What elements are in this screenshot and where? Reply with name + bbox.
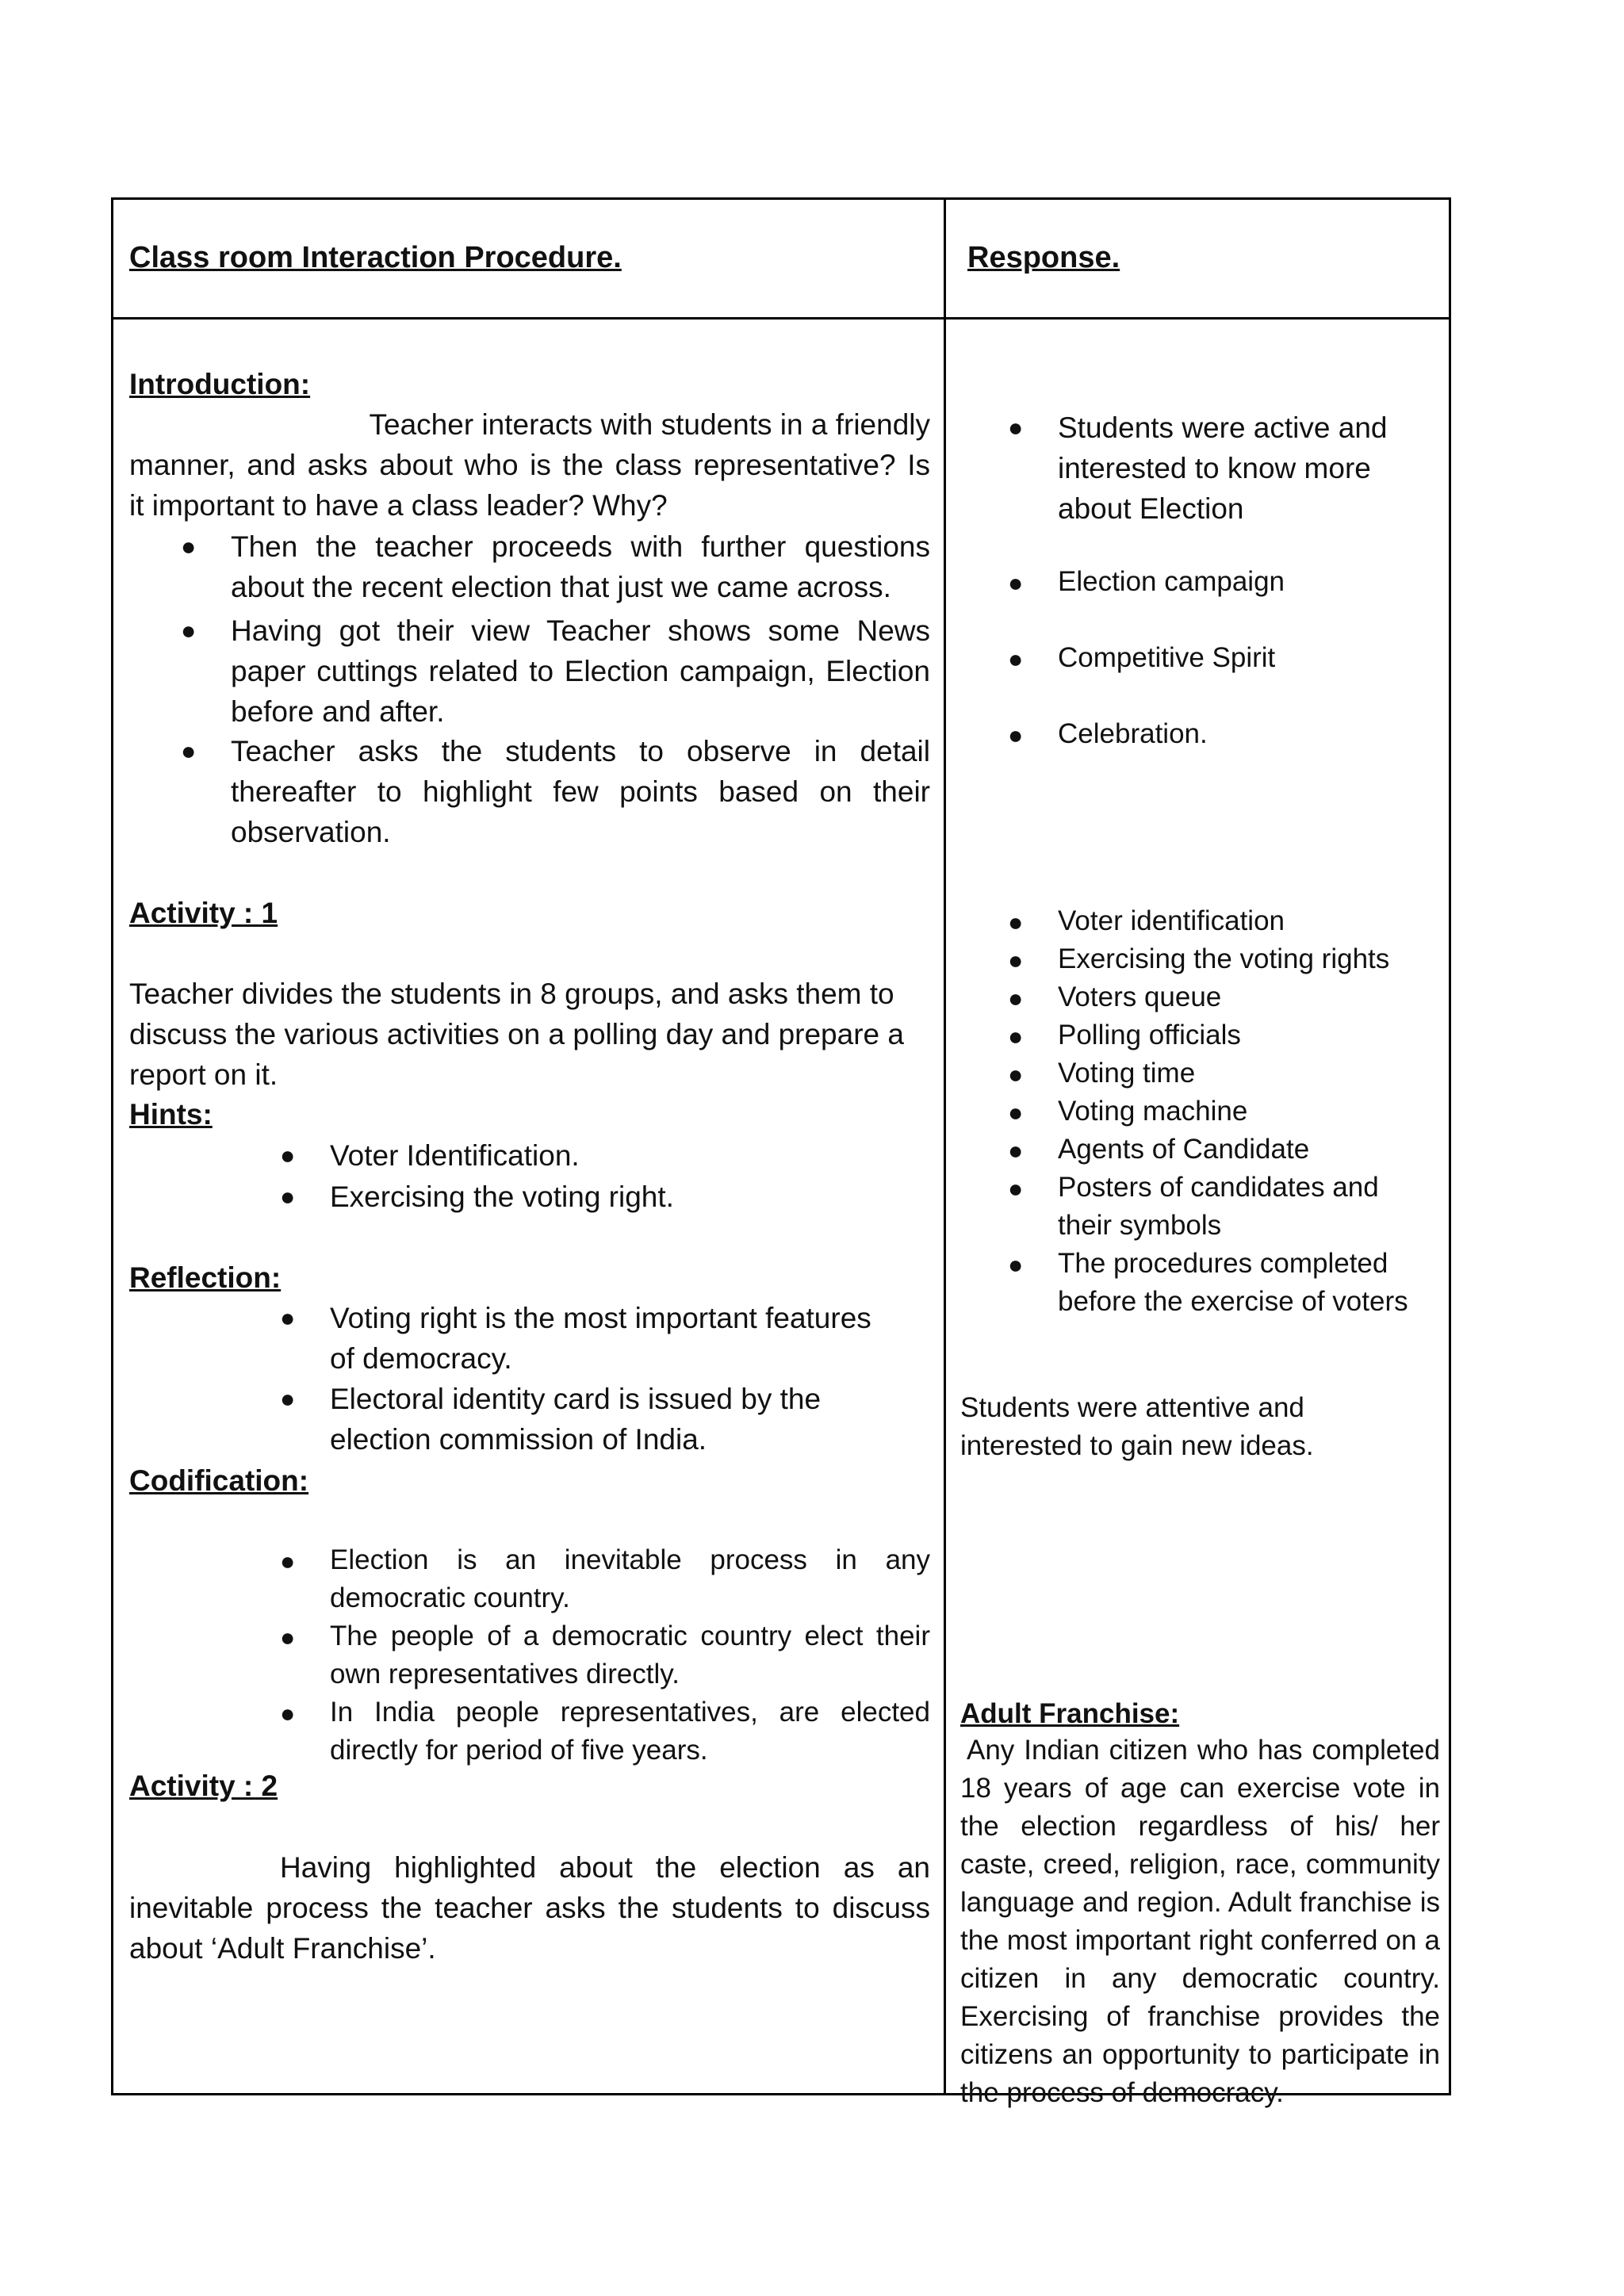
codification-item: [280, 1693, 930, 1770]
activity-response-text: Polling officials: [1058, 1020, 1241, 1050]
bullet-icon: ●: [1008, 1174, 1024, 1203]
hint-item: [280, 1177, 930, 1217]
right-column-header: Response.: [967, 241, 1120, 274]
codification-heading: Codification:: [129, 1464, 309, 1497]
activity-2-text: Having highlighted about the election as an inevitable process the teacher asks the students to discuss about ‘Adult Franchise’.: [129, 1851, 930, 1965]
bullet-icon: ●: [280, 1384, 296, 1413]
activity-response-text: Exercising the voting rights: [1058, 943, 1390, 974]
reflection-item: [280, 1298, 930, 1379]
activity-response-text: Voting machine: [1058, 1096, 1248, 1127]
bullet-icon: ●: [181, 737, 197, 765]
bullet-icon: ●: [181, 616, 197, 645]
column-divider: [944, 200, 946, 2093]
bullet-icon: ●: [280, 1182, 296, 1211]
reflection-heading: Reflection:: [129, 1261, 282, 1294]
activity-response-item: [1008, 1131, 1436, 1169]
activity-response-item: [1008, 902, 1436, 940]
activity-2-heading: Activity : 2: [129, 1770, 278, 1802]
intro-bullet-text: Teacher asks the students to observe in detail thereafter to highlight few points based on their observation.: [231, 735, 930, 848]
bullet-icon: ●: [1008, 1022, 1024, 1050]
lesson-table: [111, 197, 1451, 2108]
response-bullet-text: Election campaign: [1058, 566, 1285, 597]
activity-response-item: [1008, 1245, 1436, 1321]
bullet-icon: ●: [1008, 721, 1024, 749]
left-column-header: Class room Interaction Procedure.: [129, 241, 622, 274]
reflection-response: Students were attentive and interested to gain new ideas.: [960, 1392, 1314, 1461]
activity-response-text: Voting time: [1058, 1058, 1196, 1089]
bullet-icon: ●: [1008, 946, 1024, 974]
bullet-icon: ●: [280, 1699, 296, 1728]
bullet-icon: ●: [1008, 1098, 1024, 1127]
intro-bullet-text: Having got their view Teacher shows some News paper cuttings related to Election campaign, Election before and after.: [231, 614, 930, 728]
activity-response-item: [1008, 1093, 1436, 1131]
bullet-icon: ●: [280, 1141, 296, 1169]
activity-response-item: [1008, 940, 1436, 978]
response-bullet-text: Competitive Spirit: [1058, 642, 1276, 673]
bullet-icon: ●: [1008, 1136, 1024, 1165]
response-bullet-text: Celebration.: [1058, 718, 1208, 749]
reflection-item: [280, 1379, 930, 1460]
activity-response-item: [1008, 1016, 1436, 1054]
intro-bullet: [181, 610, 930, 732]
intro-bullet: [181, 526, 930, 607]
activity-response-item: [1008, 978, 1436, 1016]
response-bullet: [1008, 408, 1436, 529]
codification-text: The people of a democratic country elect their own representatives directly.: [330, 1621, 930, 1689]
bullet-icon: ●: [1008, 908, 1024, 936]
bullet-icon: ●: [1008, 645, 1024, 673]
codification-text: Election is an inevitable process in any democratic country.: [330, 1544, 930, 1613]
bullet-icon: ●: [181, 532, 197, 561]
codification-item: [280, 1541, 930, 1617]
hint-text: Voter Identification.: [330, 1139, 580, 1172]
activity-response-item: [1008, 1169, 1436, 1245]
reflection-text: Voting right is the most important features of democracy.: [330, 1302, 871, 1375]
activity-response-text: The procedures completed before the exercise of voters: [1058, 1248, 1408, 1317]
hint-text: Exercising the voting right.: [330, 1181, 674, 1213]
introduction-heading: Introduction:: [129, 368, 311, 400]
activity-response-text: Voters queue: [1058, 982, 1222, 1012]
activity-1-heading: Activity : 1: [129, 897, 278, 929]
intro-bullet-text: Then the teacher proceeds with further questions about the recent election that just we came across.: [231, 530, 930, 603]
intro-text-line-2: manner, and asks about who is the class representative? Is: [129, 449, 930, 481]
reflection-text: Electoral identity card is issued by the election commission of India.: [330, 1383, 822, 1456]
intro-text-line-3: it important to have a class leader? Why?: [129, 489, 668, 522]
bullet-icon: ●: [1008, 413, 1024, 442]
adult-franchise-heading: Adult Franchise:: [960, 1698, 1180, 1729]
activity-1-text: Teacher divides the students in 8 groups, and asks them to discuss the various activities on a polling day and prepare a report on it.: [129, 978, 904, 1091]
bullet-icon: ●: [1008, 984, 1024, 1012]
bullet-icon: ●: [280, 1303, 296, 1332]
activity-response-text: Posters of candidates and their symbols: [1058, 1172, 1379, 1241]
bullet-icon: ●: [280, 1623, 296, 1651]
response-bullet-text: Students were active and interested to know more about Election: [1058, 411, 1388, 525]
bullet-icon: ●: [1008, 1250, 1024, 1279]
hint-item: [280, 1135, 930, 1176]
response-bullet: [1008, 715, 1436, 756]
codification-item: [280, 1617, 930, 1693]
intro-bullet: [181, 731, 930, 852]
bullet-icon: ●: [280, 1547, 296, 1575]
intro-text-line-1: Teacher interacts with students in a friendly: [369, 408, 930, 441]
response-bullet: [1008, 639, 1436, 679]
hints-heading: Hints:: [129, 1098, 213, 1131]
activity-response-text: Voter identification: [1058, 905, 1285, 936]
activity-response-text: Agents of Candidate: [1058, 1134, 1310, 1165]
header-divider: [113, 317, 1449, 320]
codification-text: In India people representatives, are elected directly for period of five years.: [330, 1697, 930, 1766]
bullet-icon: ●: [1008, 1060, 1024, 1089]
activity-response-item: [1008, 1054, 1436, 1093]
response-bullet: [1008, 563, 1436, 603]
adult-franchise-text: Any Indian citizen who has completed 18 years of age can exercise vote in the election regardless of his/ her caste, creed, religion, race, community language and region. Adult franchise is the most important right conferred on a citizen in any democratic country. Exercising of franchise provides the citizens an opportunity to participate in the process of democracy.: [960, 1735, 1440, 2108]
bullet-icon: ●: [1008, 568, 1024, 597]
